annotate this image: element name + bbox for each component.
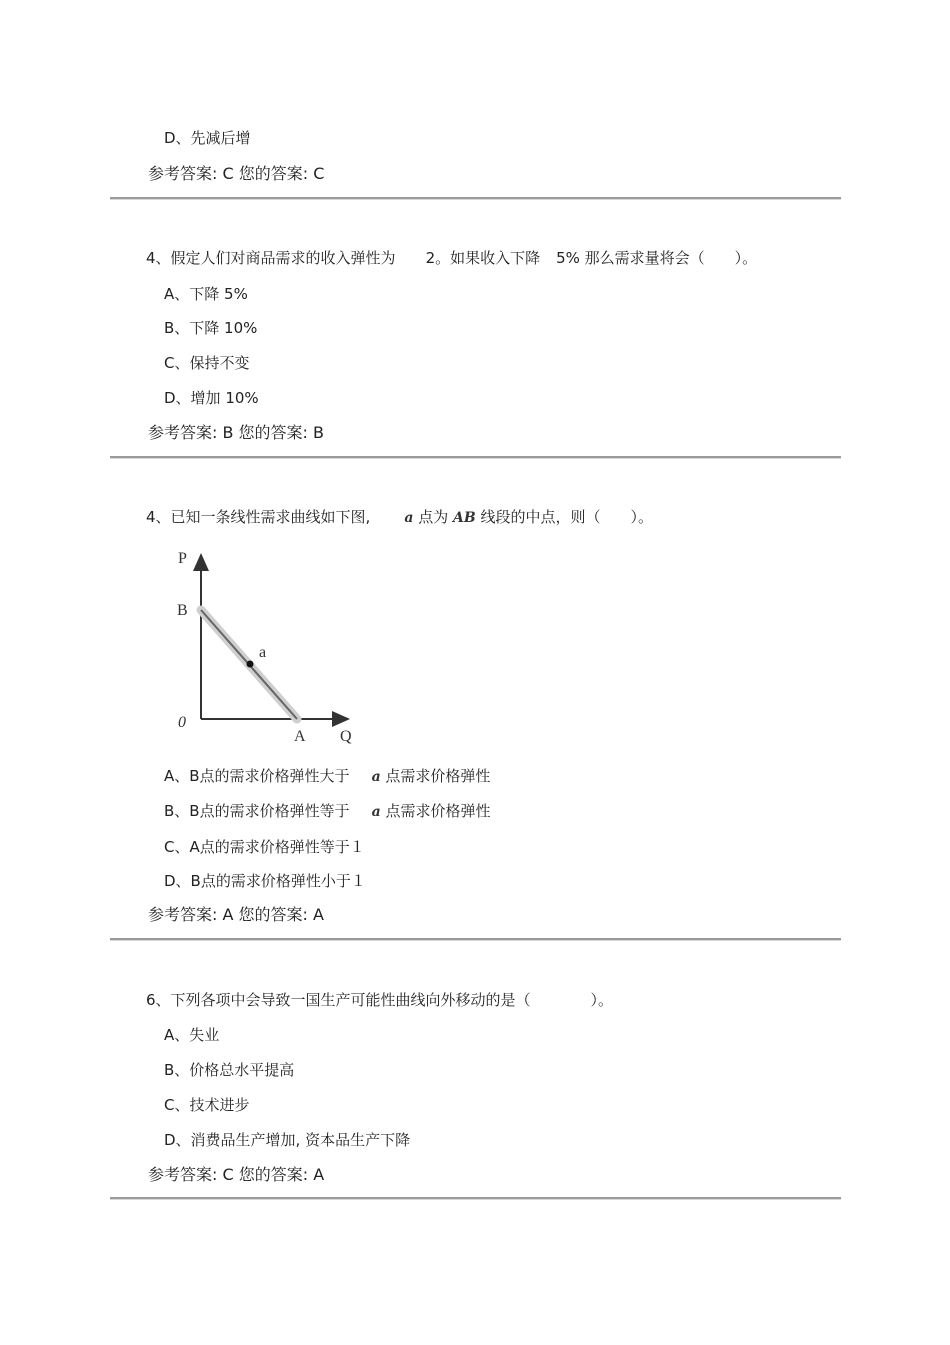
option-d: D、B点的需求价格弹性小于１ <box>164 872 366 890</box>
option-b: B、下降 10% <box>164 319 258 337</box>
option-c: C、A点的需求价格弹性等于１ <box>164 838 365 856</box>
question-text: 下列各项中会导致一国生产可能性曲线向外移动的是（ ）。 <box>170 991 614 1009</box>
segment-label: AB <box>452 510 476 526</box>
option-a: A、下降 5% <box>164 285 248 303</box>
midpoint-dot <box>247 661 254 668</box>
option-b-suffix: 点需求价格弹性 <box>385 802 491 820</box>
label-p: P <box>178 550 187 567</box>
option-d: D、先减后增 <box>164 129 251 147</box>
option-a-var: a <box>371 769 381 785</box>
option-b: B、价格总水平提高 <box>164 1061 295 1079</box>
option-c: C、技术进步 <box>164 1096 250 1114</box>
divider <box>110 1197 841 1200</box>
option-b-var: a <box>371 804 381 820</box>
question-number: 6、 <box>146 991 171 1009</box>
demand-curve-figure <box>172 543 362 748</box>
option-b <box>164 801 490 822</box>
label-b: B <box>177 602 188 619</box>
answer-line: 参考答案: B 您的答案: B <box>148 423 324 442</box>
question-text-part2: 点为 <box>418 508 449 526</box>
question-number: 4、 <box>146 249 171 267</box>
label-origin: 0 <box>178 714 186 731</box>
option-b-prefix: B、B点的需求价格弹性等于 <box>164 802 350 820</box>
question-number: 4、 <box>146 508 171 526</box>
question-text-part3: 线段的中点，则（ ）。 <box>480 508 653 526</box>
option-a: A、失业 <box>164 1026 220 1044</box>
option-a <box>164 766 490 787</box>
question-title <box>146 248 757 268</box>
divider <box>110 938 841 941</box>
question-text-part3: 5% 那么需求量将会（ ）。 <box>556 249 758 267</box>
answer-line: 参考答案: C 您的答案: C <box>148 164 325 183</box>
divider <box>110 456 841 459</box>
option-a-prefix: A、B点的需求价格弹性大于 <box>164 767 350 785</box>
label-a-midpoint: a <box>259 644 267 661</box>
question-title <box>146 507 653 528</box>
question-text-part2: 2。如果收入下降 <box>425 249 541 267</box>
question-title <box>146 990 613 1010</box>
option-d: D、增加 10% <box>164 389 259 407</box>
question-text-part1: 假定人们对商品需求的收入弹性为 <box>170 249 396 267</box>
option-a-suffix: 点需求价格弹性 <box>385 767 491 785</box>
question-text-part1: 已知一条线性需求曲线如下图, <box>170 508 371 526</box>
label-a-point: A <box>294 728 306 745</box>
option-c: C、保持不变 <box>164 354 250 372</box>
point-a-label: a <box>404 510 414 526</box>
label-q: Q <box>340 728 352 745</box>
divider <box>110 197 841 200</box>
answer-line: 参考答案: C 您的答案: A <box>148 1165 325 1184</box>
answer-line: 参考答案: A 您的答案: A <box>148 905 324 924</box>
option-d: D、消费品生产增加, 资本品生产下降 <box>164 1131 411 1149</box>
